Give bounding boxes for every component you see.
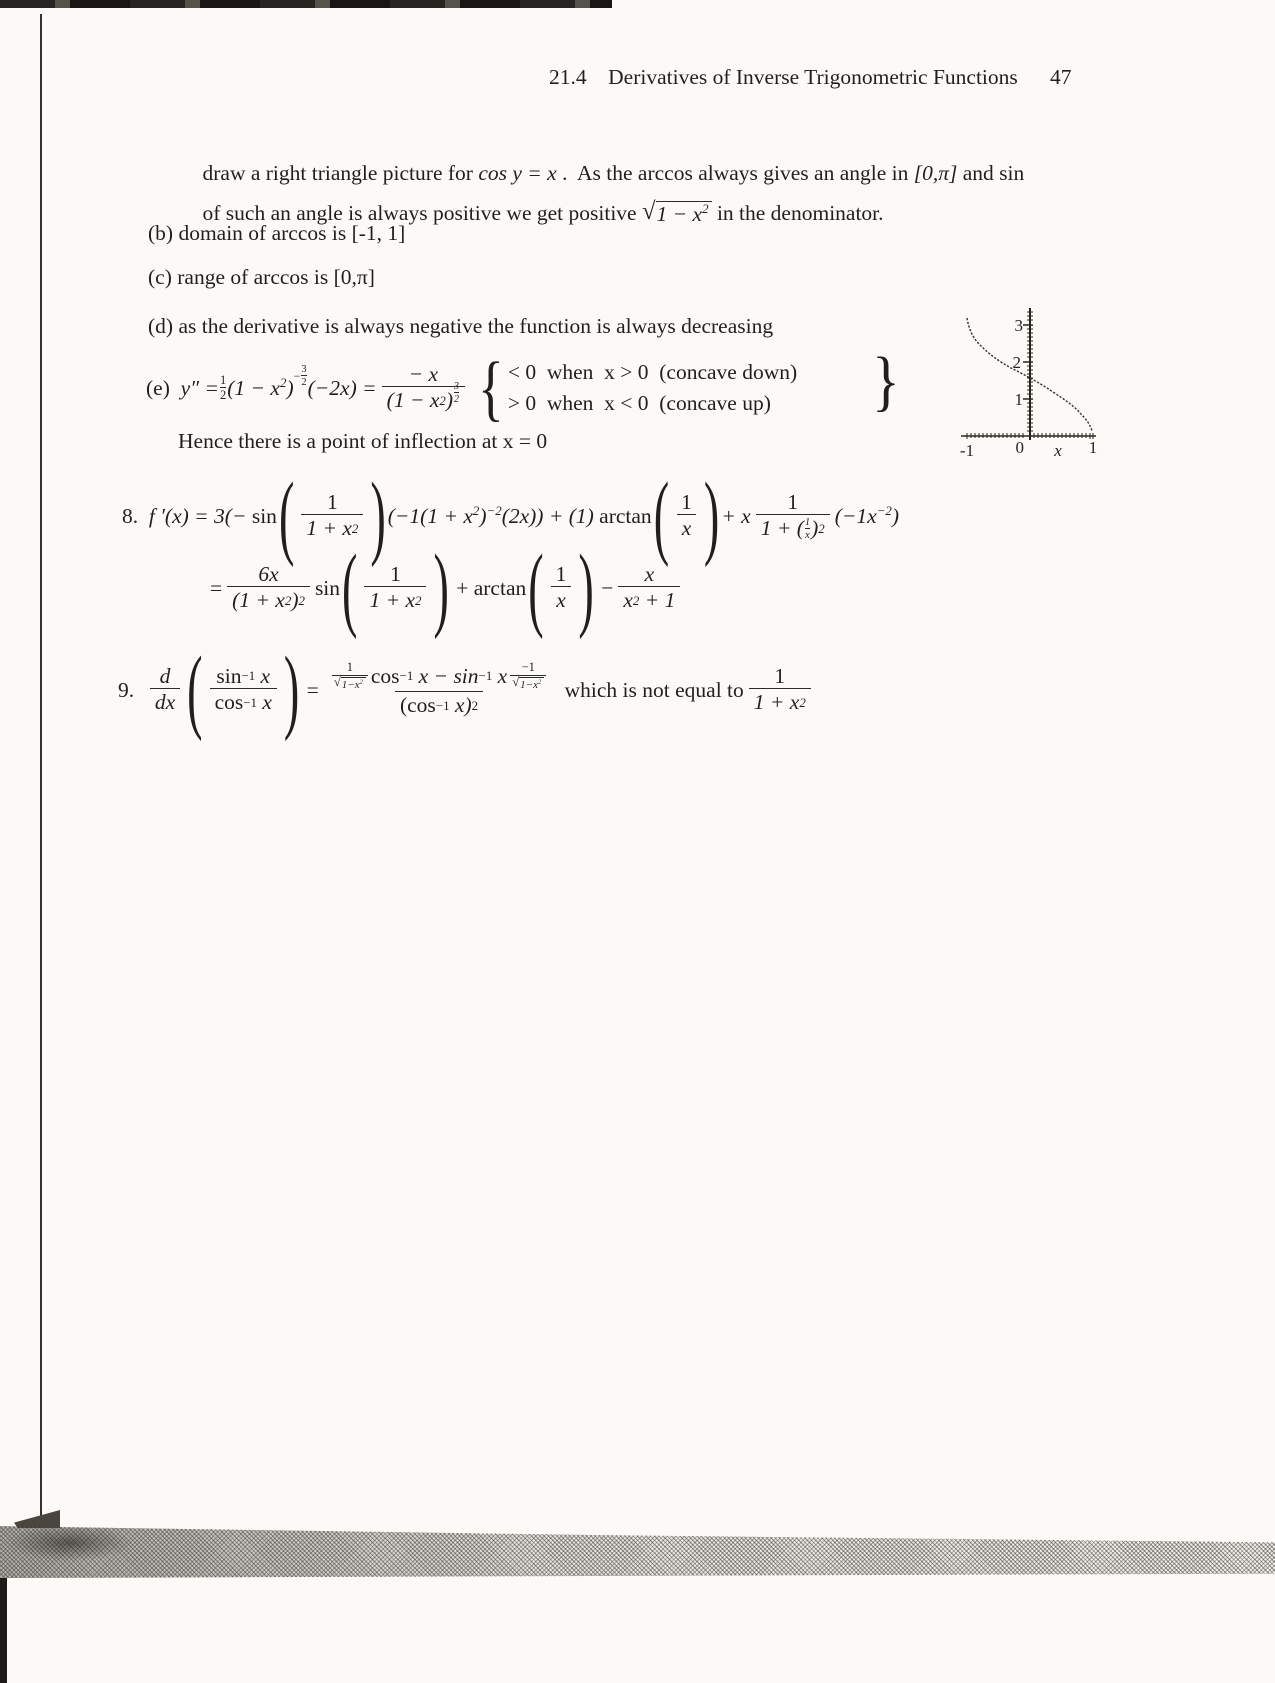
solution-part-e bbox=[146, 347, 798, 429]
fn-sin: sin bbox=[216, 663, 242, 688]
exponent: 2 bbox=[537, 678, 542, 686]
part-e-label: (e) bbox=[146, 375, 170, 400]
intro-text: and sin bbox=[957, 161, 1025, 186]
fn-cos: (cos bbox=[399, 693, 436, 718]
stacked-fraction bbox=[301, 364, 306, 389]
var-x: x bbox=[260, 663, 271, 688]
denominator: (1 − x 2 ) $\frac{3}{2}$ bbox=[382, 386, 465, 414]
closing-brace bbox=[872, 343, 900, 418]
solution-part-d bbox=[148, 311, 773, 341]
part-c-text: (c) range of arccos is [0,π] bbox=[148, 265, 375, 289]
fn-arctan: arctan bbox=[599, 503, 652, 528]
math-chain-factor bbox=[388, 504, 599, 529]
radical-sign: √ bbox=[333, 674, 341, 689]
numerator: 6x bbox=[258, 561, 279, 586]
part-b-text: (b) domain of arccos is [-1, 1] bbox=[148, 221, 406, 245]
fn-cos: cos bbox=[370, 663, 400, 688]
arccos-graph bbox=[945, 300, 1110, 468]
solution-part-b bbox=[148, 218, 405, 248]
denominator: x bbox=[677, 514, 697, 542]
x-axis-label: x bbox=[1054, 441, 1062, 460]
big-left-paren: ( bbox=[653, 463, 670, 568]
numerator: 1 bbox=[346, 660, 353, 675]
big-right-paren: ) bbox=[283, 637, 300, 742]
denominator bbox=[332, 675, 368, 691]
cases-brace: { bbox=[478, 347, 504, 429]
denominator: x 2 + 1 bbox=[618, 586, 680, 614]
scan-artifact-top-edge bbox=[0, 0, 612, 8]
tiny-fraction-1-over-x bbox=[805, 517, 810, 542]
denominator: 1 + ( $\frac{1}{x}$ ) 2 bbox=[756, 514, 830, 542]
mini-fraction-derivative bbox=[332, 661, 368, 691]
intro-text: draw a right triangle picture for bbox=[202, 161, 479, 186]
numerator: 1 √ $1-x^2$ cos −1 x − sin −1 x −1 √ $1-x^2$ bbox=[324, 661, 554, 691]
sqrt-expression bbox=[512, 674, 544, 691]
intro-text: in the denominator. bbox=[711, 201, 884, 226]
exponent-minus-three-halves bbox=[294, 364, 308, 389]
equals-sign: = bbox=[306, 677, 319, 702]
denominator: x bbox=[805, 530, 810, 542]
factor-text: (−1x bbox=[834, 503, 877, 528]
radicand-text: 1−x bbox=[520, 678, 538, 691]
math-base bbox=[227, 376, 293, 401]
item-8-number: 8. bbox=[122, 503, 139, 528]
den-text: x bbox=[623, 588, 633, 613]
case-concave-down: < 0 when x > 0 (concave down) bbox=[507, 360, 798, 384]
chain-text: (−1(1 + x bbox=[387, 503, 473, 528]
exponent: 2 bbox=[472, 503, 480, 518]
denominator: 2 bbox=[301, 376, 307, 388]
var-x-close: x) bbox=[454, 693, 472, 718]
solution-part-c bbox=[148, 262, 375, 292]
radicand bbox=[519, 677, 544, 691]
not-equal-text: which is not equal to bbox=[564, 677, 744, 702]
equals-sign: = bbox=[210, 575, 223, 600]
numerator: 3 bbox=[454, 380, 459, 392]
exponent: 2 bbox=[279, 375, 287, 390]
y-tick-label-3: 3 bbox=[1014, 316, 1023, 335]
y-tick-label-1: 1 bbox=[1014, 390, 1023, 409]
denominator: 2 bbox=[220, 387, 227, 402]
x-tick-label-0: 0 bbox=[1015, 438, 1024, 457]
part-d-text: (d) as the derivative is always negative the function is always decreasing bbox=[148, 314, 774, 338]
radicand bbox=[656, 201, 712, 227]
den-text: 1 + x bbox=[369, 588, 415, 613]
brace-glyph: } bbox=[872, 343, 900, 418]
numerator: 3 bbox=[301, 363, 307, 375]
big-right-paren: ) bbox=[433, 535, 449, 640]
header-gap2 bbox=[1018, 65, 1050, 89]
math-factor: (−2x) = bbox=[307, 375, 377, 400]
fraction-arcsin-over-arccos bbox=[210, 664, 277, 717]
numerator: 1 bbox=[390, 561, 401, 586]
spacer bbox=[138, 504, 149, 529]
minus-sign: − bbox=[601, 575, 614, 600]
y-axis-major-ticks bbox=[1023, 325, 1033, 399]
page-number: 47 bbox=[1050, 65, 1072, 89]
close-paren: ) bbox=[291, 588, 299, 613]
section-number: 21.4 bbox=[549, 65, 587, 89]
intro-text: of such an angle is always positive we get positive bbox=[202, 201, 642, 226]
solution-item-9 bbox=[118, 637, 816, 742]
spacer bbox=[170, 376, 181, 401]
den-text: 1 + ( bbox=[760, 516, 804, 541]
denominator: 1 + x 2 bbox=[301, 514, 363, 542]
page-binding-smudge bbox=[14, 1510, 60, 1528]
den-text-2: + 1 bbox=[639, 588, 676, 613]
radicand-text: 1−x bbox=[341, 678, 360, 691]
radicand-text: 1 − x bbox=[656, 202, 703, 227]
denominator: 1 + x 2 bbox=[364, 586, 426, 614]
x-tick-label-neg1: -1 bbox=[959, 441, 975, 460]
page-binding-line bbox=[40, 14, 42, 1520]
item-9-number: 9. bbox=[118, 677, 135, 702]
fn-sin: sin bbox=[251, 503, 277, 528]
scan-artifact-page-curl bbox=[0, 1524, 1275, 1578]
y-tick-label-2: 2 bbox=[1012, 353, 1021, 372]
math-cos-y-equals-x: cos y = x bbox=[478, 161, 557, 186]
spacer bbox=[134, 678, 145, 703]
denominator: dx bbox=[150, 688, 180, 716]
scan-artifact-bottom-left bbox=[0, 1578, 7, 1683]
intro-text: . As the arccos always gives an angle in bbox=[556, 161, 914, 186]
close-paren: ) bbox=[891, 503, 900, 528]
cases-list bbox=[508, 360, 797, 416]
big-right-paren: ) bbox=[578, 535, 594, 640]
denominator bbox=[510, 675, 546, 691]
exponent-three-halves bbox=[453, 382, 460, 406]
fraction-1-over-1px2 bbox=[364, 562, 426, 615]
denominator: (cos −1 x) 2 bbox=[395, 691, 483, 719]
header-gap bbox=[587, 65, 609, 89]
big-left-paren: ( bbox=[278, 463, 295, 568]
exponent-neg2: −2 bbox=[486, 503, 502, 518]
den-text: (1 + x bbox=[232, 588, 285, 613]
stacked-fraction bbox=[454, 382, 459, 406]
var-x: x bbox=[262, 690, 272, 715]
x-tick-label-1: 1 bbox=[1088, 438, 1098, 457]
exponent: 2 bbox=[359, 678, 363, 686]
fn-cos: cos bbox=[214, 690, 244, 715]
exponent-neg2: −2 bbox=[876, 503, 892, 518]
exponent: 2 bbox=[702, 201, 709, 216]
math-plus-x: + x bbox=[721, 503, 751, 528]
fn-arctan: + arctan bbox=[456, 575, 527, 600]
fraction-one-half bbox=[220, 374, 226, 403]
denominator: cos −1 x bbox=[210, 688, 277, 716]
math-y-double-prime: y″ = bbox=[180, 375, 220, 400]
numerator: sin −1 x bbox=[216, 663, 271, 688]
numerator: 1 bbox=[681, 489, 692, 514]
radicand bbox=[341, 677, 366, 691]
close-paren: ) bbox=[811, 516, 819, 541]
radical-sign: √ bbox=[641, 198, 656, 226]
close-paren: ) bbox=[286, 375, 294, 400]
radical-sign: √ bbox=[512, 674, 520, 689]
quotient-rule-fraction bbox=[324, 661, 554, 719]
hence-text: Hence there is a point of inflection at x = 0 bbox=[178, 429, 548, 453]
denominator: 2 bbox=[454, 394, 459, 406]
math-interval-0-pi: [0,π] bbox=[913, 161, 958, 186]
numerator: 1 bbox=[555, 561, 567, 586]
den-text: 1 + x bbox=[306, 516, 352, 541]
fraction-1-over-1px2 bbox=[749, 664, 811, 717]
solution-item-8-line-1 bbox=[122, 463, 900, 568]
fraction-1-over-x bbox=[676, 490, 697, 543]
base-text: (1 − x bbox=[227, 375, 280, 400]
numerator: 1 bbox=[787, 489, 799, 514]
math-x-minus-sin: x − sin bbox=[418, 663, 479, 688]
denominator: (1 + x 2 ) 2 bbox=[227, 586, 310, 614]
mini-fraction-derivative-2 bbox=[510, 661, 546, 691]
chapter-title: Derivatives of Inverse Trigonometric Functions bbox=[608, 65, 1018, 89]
denominator: 1 + x 2 bbox=[749, 688, 811, 716]
numerator: d bbox=[159, 663, 171, 688]
numerator: 1 bbox=[326, 489, 338, 514]
big-left-paren: ( bbox=[342, 535, 358, 640]
big-right-paren: ) bbox=[703, 463, 720, 568]
solution-item-8-line-2 bbox=[210, 535, 685, 640]
minus-sign: − bbox=[293, 369, 301, 383]
math-fprime-equals: f ′(x) = 3(− bbox=[148, 503, 252, 528]
numerator: − x bbox=[408, 361, 439, 386]
fraction-6x bbox=[227, 562, 310, 615]
den-base: (1 − x bbox=[386, 388, 440, 413]
big-left-paren: ( bbox=[528, 535, 544, 640]
denominator: x bbox=[551, 586, 571, 614]
chain-text-2: (2x)) + (1) bbox=[501, 503, 600, 528]
big-left-paren: ( bbox=[187, 637, 203, 742]
numerator: 1 bbox=[774, 663, 786, 688]
sqrt-expression bbox=[333, 674, 366, 691]
close-paren: ) bbox=[479, 503, 487, 528]
fraction-1-over-x bbox=[551, 562, 572, 615]
numerator: −1 bbox=[521, 660, 535, 675]
page-header bbox=[549, 62, 1072, 92]
sqrt-expression bbox=[641, 198, 712, 227]
fraction-main bbox=[382, 362, 465, 415]
numerator: 1 bbox=[220, 372, 227, 387]
fraction-1-over-1-plus-invx2 bbox=[756, 490, 830, 543]
fn-sin: sin bbox=[314, 575, 341, 600]
inflection-note bbox=[178, 426, 547, 456]
var-x: x bbox=[497, 663, 508, 688]
big-right-paren: ) bbox=[370, 463, 386, 568]
fraction-x-over-x2p1 bbox=[618, 562, 680, 615]
numerator: 1 bbox=[804, 517, 811, 529]
numerator: x bbox=[644, 561, 655, 586]
fraction-d-dx bbox=[150, 664, 180, 717]
math-trailing-factor bbox=[835, 504, 899, 529]
close-paren: ) bbox=[445, 388, 453, 413]
den-text: 1 + x bbox=[753, 690, 800, 715]
case-concave-up: > 0 when x < 0 (concave up) bbox=[507, 391, 771, 415]
